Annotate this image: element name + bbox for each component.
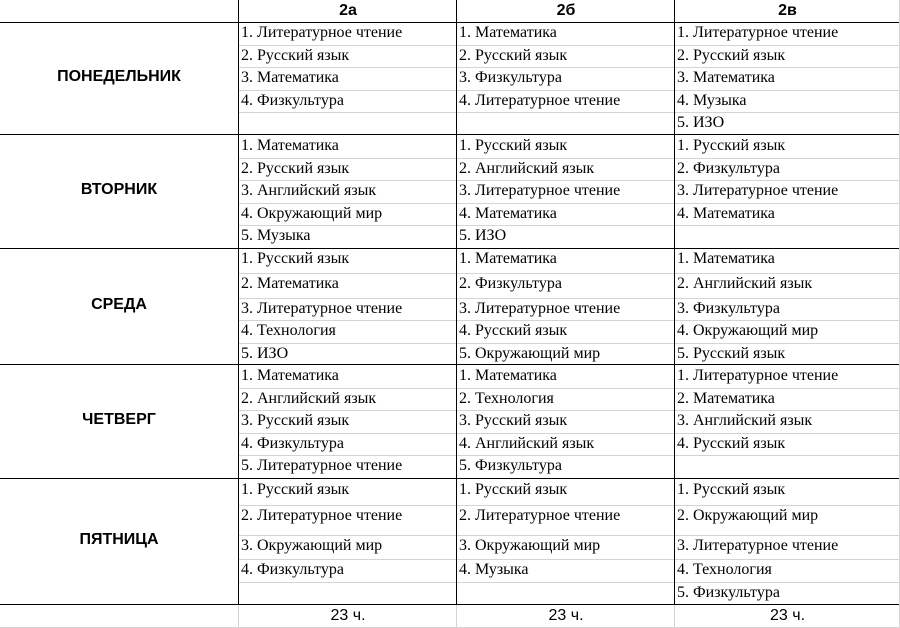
lesson-cell[interactable]: 3. Литературное чтение: [459, 300, 621, 317]
lesson-cell[interactable]: 2. Русский язык: [459, 46, 568, 64]
lesson-cell[interactable]: 2. Русский язык: [241, 46, 350, 64]
total-hours[interactable]: 23 ч.: [330, 607, 366, 624]
lesson-cell[interactable]: 1. Литературное чтение: [241, 24, 403, 41]
lesson-cell[interactable]: 5. Окружающий мир: [459, 345, 601, 362]
gridline: [239, 433, 900, 434]
lesson-cell[interactable]: 3. Математика: [677, 69, 775, 86]
lesson-cell[interactable]: 3. Английский язык: [241, 182, 377, 199]
total-hours[interactable]: 23 ч.: [769, 607, 806, 624]
lesson-cell[interactable]: 4. Окружающий мир: [241, 204, 383, 222]
gridline: [239, 535, 900, 536]
lesson-cell[interactable]: 4. Музыка: [459, 561, 529, 578]
lesson-cell[interactable]: 4. Музыка: [677, 91, 747, 109]
lesson-cell[interactable]: 2. Английский язык: [241, 389, 377, 407]
lesson-cell[interactable]: 3. Литературное чтение: [459, 182, 621, 199]
lesson-cell[interactable]: 2. Технология: [459, 389, 554, 407]
gridline: [239, 112, 900, 113]
lesson-cell[interactable]: 2. Математика: [677, 389, 775, 407]
lesson-cell[interactable]: 3. Математика: [241, 69, 339, 86]
lesson-cell[interactable]: 3. Физкультура: [677, 300, 780, 317]
lesson-cell[interactable]: 2. Окружающий мир: [677, 507, 819, 524]
column-border: [674, 0, 675, 605]
lesson-cell[interactable]: 2. Английский язык: [459, 159, 595, 177]
lesson-cell[interactable]: 1. Математика: [241, 367, 339, 384]
lesson-cell[interactable]: 1. Математика: [677, 250, 775, 267]
day-label[interactable]: ЧЕТВЕРГ: [82, 411, 156, 428]
gridline: [239, 273, 900, 274]
gridline: [239, 298, 900, 299]
lesson-cell[interactable]: 4. Окружающий мир: [677, 322, 819, 339]
lesson-cell[interactable]: 4. Физкультура: [241, 561, 344, 578]
lesson-cell[interactable]: 2. Физкультура: [677, 159, 780, 177]
gridline: [239, 203, 900, 204]
lesson-cell[interactable]: 5. ИЗО: [241, 345, 289, 362]
lesson-cell[interactable]: 4. Русский язык: [459, 322, 568, 339]
lesson-cell[interactable]: 1. Математика: [459, 24, 557, 41]
gridline: [238, 605, 239, 628]
gridline: [239, 180, 900, 181]
lesson-cell[interactable]: 2. Русский язык: [677, 46, 786, 64]
lesson-cell[interactable]: 4. Литературное чтение: [459, 91, 621, 109]
column-border: [238, 0, 239, 605]
lesson-cell[interactable]: 2. Физкультура: [459, 275, 562, 292]
gridline: [239, 455, 900, 456]
lesson-cell[interactable]: 3. Окружающий мир: [241, 537, 383, 554]
gridline: [239, 343, 900, 344]
gridline: [674, 605, 675, 628]
row-border: [0, 248, 900, 249]
lesson-cell[interactable]: 4. Математика: [459, 204, 557, 222]
lesson-cell[interactable]: 3. Русский язык: [459, 412, 568, 429]
lesson-cell[interactable]: 1. Литературное чтение: [677, 24, 839, 41]
lesson-cell[interactable]: 5. Физкультура: [459, 457, 562, 474]
lesson-cell[interactable]: 3. Литературное чтение: [677, 537, 839, 554]
row-border: [0, 22, 900, 23]
gridline: [239, 320, 900, 321]
gridline: [456, 605, 457, 628]
lesson-cell[interactable]: 4. Русский язык: [677, 434, 786, 452]
row-border: [0, 134, 900, 135]
gridline: [239, 388, 900, 389]
lesson-cell[interactable]: 2. Математика: [241, 275, 339, 292]
total-hours[interactable]: 23 ч.: [548, 607, 584, 624]
lesson-cell[interactable]: 1. Русский язык: [677, 137, 786, 154]
lesson-cell[interactable]: 2. Литературное чтение: [459, 507, 621, 524]
lesson-cell[interactable]: 4. Математика: [677, 204, 775, 222]
lesson-cell[interactable]: 3. Английский язык: [677, 412, 813, 429]
gridline: [239, 582, 900, 583]
lesson-cell[interactable]: 2. Русский язык: [241, 159, 350, 177]
lesson-cell[interactable]: 3. Литературное чтение: [241, 300, 403, 317]
lesson-cell[interactable]: 5. Физкультура: [677, 584, 780, 601]
column-border: [456, 0, 457, 605]
lesson-cell[interactable]: 1. Русский язык: [241, 250, 350, 267]
day-label[interactable]: ПОНЕДЕЛЬНИК: [57, 67, 181, 85]
lesson-cell[interactable]: 1. Математика: [241, 137, 339, 154]
lesson-cell[interactable]: 5. Русский язык: [677, 345, 786, 362]
lesson-cell[interactable]: 1. Русский язык: [459, 137, 568, 154]
lesson-cell[interactable]: 5. ИЗО: [677, 114, 725, 131]
lesson-cell[interactable]: 1. Математика: [459, 250, 557, 267]
class-header-1[interactable]: 2а: [339, 2, 357, 19]
gridline: [239, 225, 900, 226]
lesson-cell[interactable]: 5. Музыка: [241, 227, 311, 244]
lesson-cell[interactable]: 3. Окружающий мир: [459, 537, 601, 554]
lesson-cell[interactable]: 1. Математика: [459, 367, 557, 384]
gridline: [239, 67, 900, 68]
class-header-3[interactable]: 2в: [778, 2, 797, 19]
gridline: [239, 559, 900, 560]
lesson-cell[interactable]: 4. Английский язык: [459, 434, 595, 452]
lesson-cell[interactable]: 2. Литературное чтение: [241, 507, 403, 524]
lesson-cell[interactable]: 1. Русский язык: [677, 481, 786, 498]
gridline: [239, 410, 900, 411]
gridline: [239, 505, 900, 506]
day-label[interactable]: ПЯТНИЦА: [79, 530, 159, 548]
lesson-cell[interactable]: 4. Технология: [677, 561, 772, 578]
day-label[interactable]: СРЕДА: [91, 295, 147, 313]
row-border: [0, 604, 900, 605]
lesson-cell[interactable]: 4. Физкультура: [241, 434, 344, 452]
lesson-cell[interactable]: 4. Физкультура: [241, 91, 344, 109]
lesson-cell[interactable]: 3. Физкультура: [459, 69, 562, 86]
gridline: [239, 158, 900, 159]
row-border: [0, 364, 900, 365]
gridline: [239, 90, 900, 91]
lesson-cell[interactable]: 1. Русский язык: [241, 481, 350, 498]
lesson-cell[interactable]: 5. ИЗО: [459, 227, 507, 244]
lesson-cell[interactable]: 2. Английский язык: [677, 275, 813, 292]
lesson-cell[interactable]: 4. Технология: [241, 322, 336, 339]
lesson-cell[interactable]: 3. Литературное чтение: [677, 182, 839, 199]
gridline: [239, 45, 900, 46]
row-border: [0, 478, 900, 479]
class-header-2[interactable]: 2б: [556, 2, 576, 19]
day-label[interactable]: ВТОРНИК: [80, 180, 158, 198]
lesson-cell[interactable]: 3. Русский язык: [241, 412, 350, 429]
lesson-cell[interactable]: 1. Литературное чтение: [677, 367, 839, 384]
lesson-cell[interactable]: 5. Литературное чтение: [241, 457, 403, 474]
lesson-cell[interactable]: 1. Русский язык: [459, 481, 568, 498]
